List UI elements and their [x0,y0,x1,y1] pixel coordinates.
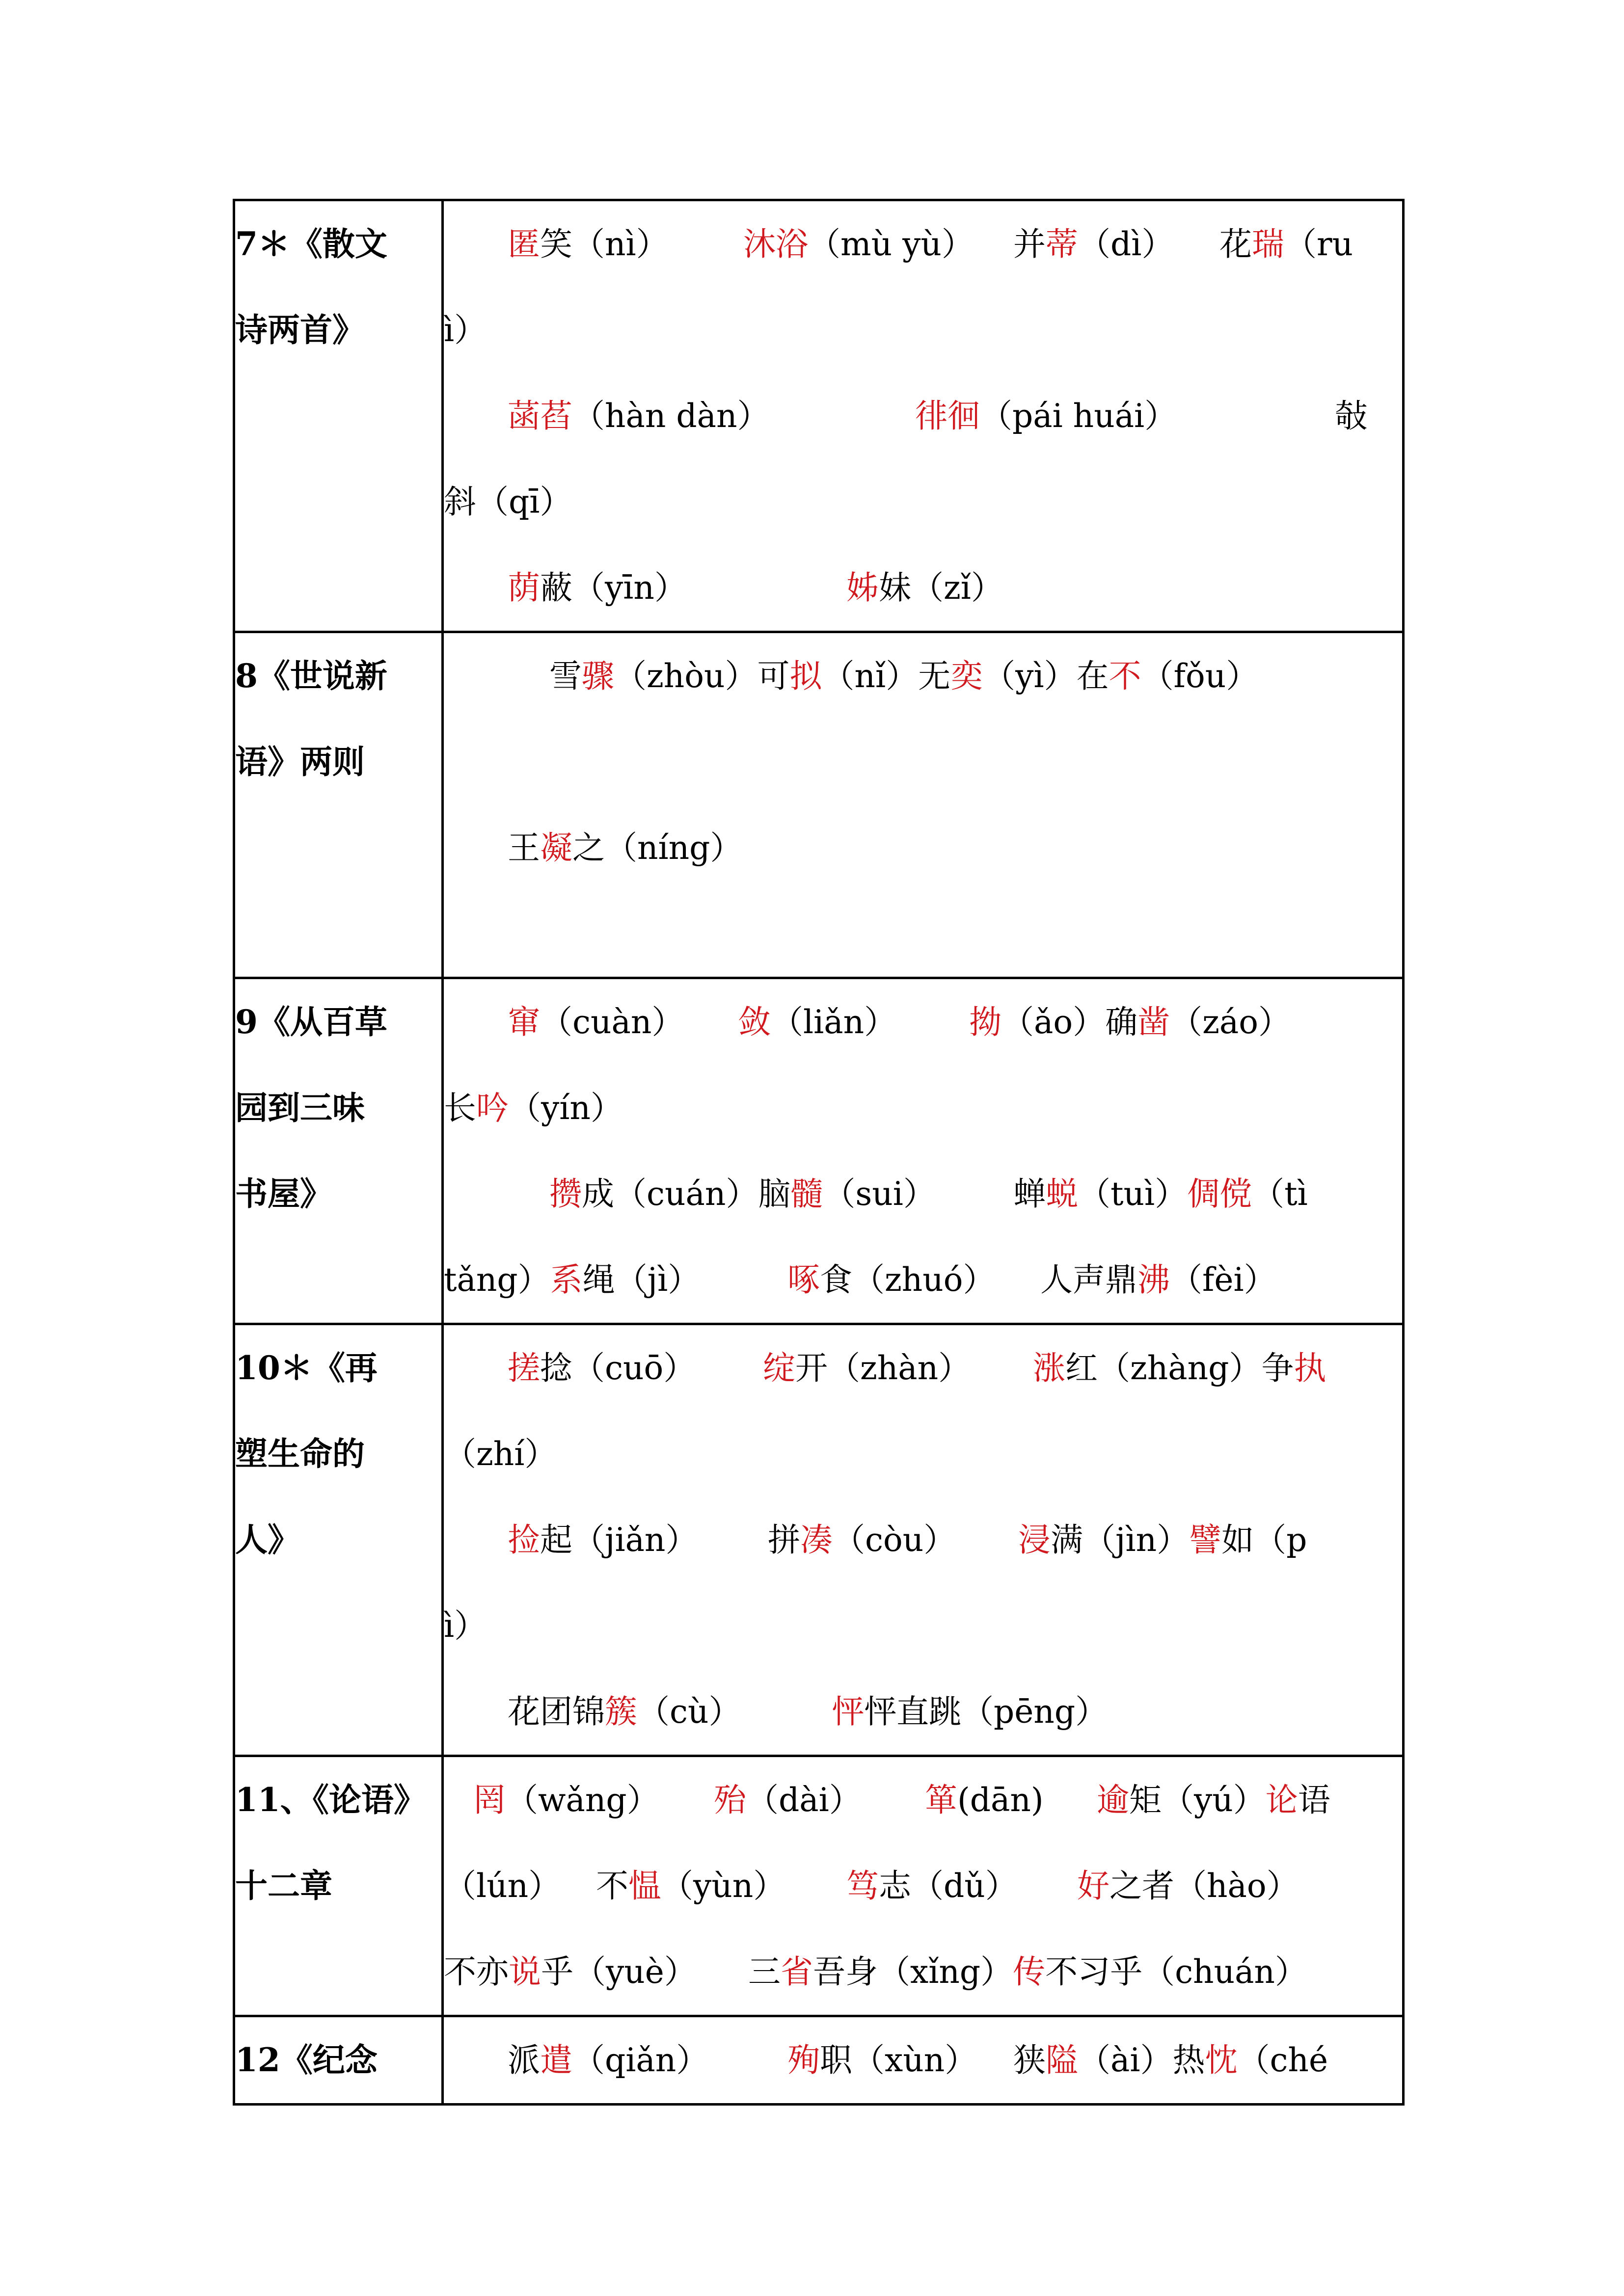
vocab-entry [1040,1237,1276,1323]
table-row [234,200,1404,632]
vocab-text: 成（cuán）脑 [582,1175,791,1213]
highlighted-character: 殉 [787,2041,820,2079]
lesson-title-line: 塑生命的 [235,1435,365,1473]
vocab-entry [508,2017,708,2103]
vocab-entry [473,1757,659,1843]
vocab-entry [444,1929,697,2015]
vocab-entry [596,1843,785,1929]
highlighted-character: 传 [1013,1953,1046,1991]
vocab-text: （zhòu）可 [614,657,790,695]
vocab-text: 满（jìn） [1051,1521,1190,1559]
vocab-text: （pái huái） [980,397,1177,435]
vocab-text: 不习乎（chuán） [1045,1953,1307,1991]
vocab-text: （wǎng） [506,1781,659,1819]
vocabulary-table [233,199,1405,2106]
vocab-line [444,1843,1402,1929]
highlighted-character: 譬 [1189,1521,1222,1559]
vocab-text: 人声鼎 [1040,1261,1137,1299]
vocab-text: 怦直跳（pēng） [864,1693,1108,1731]
highlighted-character: 蒂 [1046,225,1078,263]
vocab-line [444,2017,1402,2103]
highlighted-character: 窜 [508,1003,540,1041]
vocab-entry [846,1843,1018,1929]
vocab-entry [444,1237,700,1323]
vocab-text: （fèi） [1170,1261,1276,1299]
vocab-text: （còu） [833,1521,956,1559]
highlighted-character: 隘 [1046,2041,1078,2079]
vocab-text: 绳（jì） [582,1261,701,1299]
vocab-text: （ài）热 [1078,2041,1205,2079]
vocab-entry [508,805,742,891]
vocab-text: （dài） [746,1781,862,1819]
vocab-entry [768,1497,956,1583]
highlighted-character: 遣 [540,2041,572,2079]
table-row [234,1324,1404,1756]
table-row [234,978,1404,1324]
vocab-entry [444,1065,623,1151]
vocab-entry [444,287,487,373]
vocab-text: （ché [1237,2041,1328,2079]
highlighted-character: 罔 [473,1781,506,1819]
highlighted-character: 执 [1294,1349,1326,1387]
highlighted-character: 好 [1077,1867,1110,1905]
vocab-entry [1018,1497,1307,1583]
highlighted-character: 省 [781,1953,813,1991]
highlighted-character: 啄 [787,1261,820,1299]
vocab-text: 如（p [1221,1521,1307,1559]
vocab-text: （yùn） [661,1867,786,1905]
highlighted-character: 说 [509,1953,541,1991]
vocab-text: （tuì） [1078,1175,1188,1213]
vocab-content-cell [443,1756,1404,2016]
vocab-entry [444,459,572,545]
highlighted-character: 凝 [540,829,572,867]
highlighted-character: 髓 [790,1175,823,1213]
vocab-text: （fǒu） [1141,657,1259,695]
vocab-line [444,1669,1402,1755]
vocab-entry [915,373,1177,459]
vocab-line [444,545,1402,631]
highlighted-character: 骤 [582,657,614,695]
highlighted-character: 沐浴 [743,225,808,263]
lesson-title-line: 语》两则 [235,743,365,781]
vocab-text: 语 [1298,1781,1330,1819]
vocab-text: 之（níng） [572,829,743,867]
table-row [234,2016,1404,2105]
vocab-line [444,891,1402,977]
vocab-text: 开（zhàn） [795,1349,971,1387]
vocab-entry [1033,1325,1326,1411]
vocab-entry [1335,373,1367,459]
vocab-entry [508,1497,698,1583]
vocab-text: 职（xùn） [820,2041,977,2079]
vocab-line [444,805,1402,891]
vocab-text: （lún） [444,1867,561,1905]
vocab-line [444,1325,1402,1411]
lesson-title-line: 诗两首》 [235,311,365,349]
highlighted-character: 浸 [1018,1521,1051,1559]
vocab-text: 之者（hào） [1110,1867,1299,1905]
highlighted-character: 倜傥 [1187,1175,1252,1213]
highlighted-character: 凑 [800,1521,833,1559]
vocab-text: （ǎo）确 [1001,1003,1138,1041]
lesson-title-cell [234,2016,443,2105]
table-row [234,632,1404,978]
lesson-title-line: 10＊《再 [235,1349,378,1387]
vocab-entry [508,545,687,631]
highlighted-character: 吟 [476,1089,509,1127]
highlighted-character: 忱 [1205,2041,1238,2079]
vocab-entry [444,1583,487,1669]
vocab-content-cell [443,1324,1404,1756]
vocab-text: （záo） [1170,1003,1291,1041]
vocab-text: tǎng） [444,1261,550,1299]
lesson-title-cell [234,200,443,632]
vocab-entry [508,373,769,459]
vocab-text: 起（jiǎn） [540,1521,698,1559]
vocab-entry [1013,1151,1308,1237]
highlighted-character: 不 [1109,657,1141,695]
vocab-line [444,459,1402,545]
vocab-line [444,1757,1402,1843]
vocab-text: 妹（zǐ） [879,569,1003,607]
lesson-title-line: 11、《论语》 [235,1781,426,1819]
vocab-text: ì） [444,311,487,349]
highlighted-character: 涨 [1033,1349,1065,1387]
highlighted-character: 系 [550,1261,583,1299]
lesson-title-line: 12《纪念 [235,2041,378,2079]
highlighted-character: 绽 [763,1349,795,1387]
vocab-text: 敧 [1335,397,1367,435]
vocab-text: （sui） [823,1175,936,1213]
vocab-text: 笑（nì） [540,225,669,263]
vocab-text: 三 [748,1953,781,1991]
vocab-line [444,1411,1402,1497]
vocab-line [444,201,1402,287]
vocab-entry [763,1325,971,1411]
vocab-text: 蔽（yīn） [540,569,687,607]
vocab-text: 捻（cuō） [540,1349,696,1387]
vocab-text: 斜（qī） [444,483,572,521]
vocab-text: （zhí） [444,1435,557,1473]
vocab-line [444,1065,1402,1151]
lesson-title-cell [234,1756,443,2016]
lesson-title-line: 书屋》 [235,1175,332,1213]
vocab-line [444,633,1402,719]
vocab-entry [1077,1843,1299,1929]
lesson-title-cell [234,1324,443,1756]
highlighted-character: 凿 [1137,1003,1170,1041]
vocab-text: （cuàn） [540,1003,684,1041]
highlighted-character: 奕 [950,657,983,695]
highlighted-character: 论 [1265,1781,1298,1819]
vocab-entry [1013,2017,1328,2103]
vocab-content-cell [443,2016,1404,2105]
highlighted-character: 沸 [1137,1261,1170,1299]
lesson-title-cell [234,978,443,1324]
vocab-entry [787,2017,977,2103]
vocab-entry [1097,1757,1330,1843]
vocab-text: 吾身（xǐng） [813,1953,1013,1991]
vocab-text: 雪 [549,657,582,695]
highlighted-character: 姊 [846,569,879,607]
vocab-text: ì） [444,1607,487,1645]
vocab-text: (dān) [957,1781,1044,1819]
highlighted-character: 匿 [508,225,540,263]
lesson-title-line: 8《世说新 [235,657,387,695]
vocab-entry [549,1151,936,1237]
vocab-text: （yì）在 [983,657,1109,695]
vocab-entry [969,979,1291,1065]
highlighted-character: 簇 [605,1693,637,1731]
vocab-entry [1013,201,1174,287]
vocab-line [444,287,1402,373]
vocab-entry [738,979,896,1065]
highlighted-character: 笃 [846,1867,879,1905]
vocab-text: （dì） [1078,225,1174,263]
vocab-content-cell [443,200,1404,632]
vocab-line [444,1151,1402,1237]
vocab-text: （nǐ）无 [822,657,951,695]
vocab-line [444,979,1402,1065]
vocab-entry [444,1411,557,1497]
vocab-text: （hàn dàn） [572,397,770,435]
highlighted-character: 捡 [508,1521,540,1559]
vocab-text: （tì [1252,1175,1308,1213]
vocab-entry [508,1325,696,1411]
vocab-text: 矩（yú） [1129,1781,1266,1819]
vocab-text: （ru [1284,225,1353,263]
vocab-text: （mù yù） [808,225,974,263]
lesson-title-line: 9《从百草 [235,1003,387,1041]
vocab-text: 狭 [1013,2041,1046,2079]
vocab-text: （cù） [637,1693,741,1731]
vocab-text: 不 [596,1867,628,1905]
vocab-entry [444,1843,561,1929]
vocab-content-cell [443,978,1404,1324]
vocab-text: 花 [1219,225,1252,263]
vocab-text: 不亦 [444,1953,509,1991]
vocab-text: 食（zhuó） [820,1261,996,1299]
vocab-text: 志（dǔ） [879,1867,1018,1905]
vocab-text: （qiǎn） [572,2041,709,2079]
vocab-entry [787,1237,996,1323]
highlighted-character: 拗 [969,1003,1001,1041]
highlighted-character: 徘徊 [915,397,980,435]
vocab-entry [508,979,684,1065]
vocab-entry [846,545,1003,631]
table-row [234,1756,1404,2016]
highlighted-character: 瑞 [1252,225,1284,263]
vocab-entry [549,633,1258,719]
vocab-entry [925,1757,1044,1843]
highlighted-character: 蜕 [1046,1175,1078,1213]
vocab-text: 乎（yuè） [541,1953,697,1991]
lesson-title-line: 园到三味 [235,1089,365,1127]
highlighted-character: 逾 [1097,1781,1129,1819]
highlighted-character: 箪 [925,1781,957,1819]
vocab-text: 王 [508,829,540,867]
lesson-title-line: 人》 [235,1521,300,1559]
table-body [234,200,1404,2105]
vocab-content-cell [443,632,1404,978]
vocab-entry [1219,201,1353,287]
vocab-entry [748,1929,1307,2015]
vocab-text: 拼 [768,1521,800,1559]
highlighted-character: 搓 [508,1349,540,1387]
vocab-text: （yín） [509,1089,623,1127]
vocab-line [444,373,1402,459]
vocab-text: （liǎn） [771,1003,897,1041]
vocab-line [444,1497,1402,1583]
vocab-entry [714,1757,862,1843]
lesson-title-cell [234,632,443,978]
vocab-entry [832,1669,1108,1755]
vocab-text: 红（zhàng）争 [1065,1349,1294,1387]
highlighted-character: 菡萏 [508,397,572,435]
lesson-title-line: 7＊《散文 [235,225,387,263]
vocab-entry [743,201,974,287]
highlighted-character: 拟 [789,657,822,695]
vocab-line [444,1237,1402,1323]
highlighted-character: 攒 [549,1175,582,1213]
vocab-entry [508,201,669,287]
vocab-text: 派 [508,2041,540,2079]
highlighted-character: 殆 [714,1781,746,1819]
highlighted-character: 愠 [628,1867,661,1905]
highlighted-character: 怦 [832,1693,864,1731]
highlighted-character: 敛 [738,1003,771,1041]
vocab-text: 蝉 [1013,1175,1046,1213]
vocab-line [444,1929,1402,2015]
highlighted-character: 荫 [508,569,540,607]
vocab-entry [508,1669,741,1755]
vocab-text: 花团锦 [508,1693,605,1731]
vocab-text: 长 [444,1089,476,1127]
lesson-title-line: 十二章 [235,1867,332,1905]
vocab-line [444,719,1402,805]
vocab-line [444,1583,1402,1669]
vocab-text: 并 [1013,225,1046,263]
